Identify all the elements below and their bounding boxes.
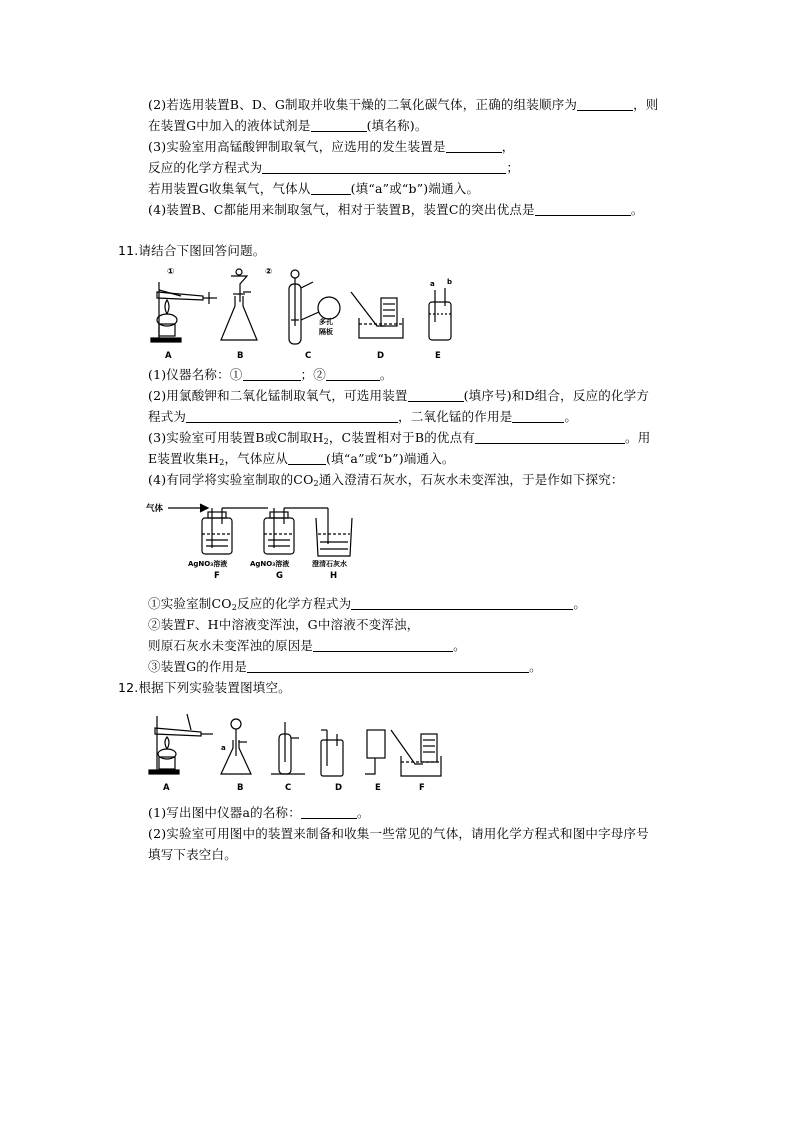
q11-label-g-reagent: AgNO₃溶液 — [250, 560, 290, 568]
q12-label-d: D — [335, 783, 343, 793]
q11-part3-line2 — [148, 451, 455, 467]
q11-p2-text: (2)用氯酸钾和二氧化锰制取氧气，可选用装置 — [148, 388, 408, 403]
q11-apparatus-a — [151, 282, 217, 342]
q11-apparatus-e — [429, 288, 451, 340]
q11-porous-label-1: 多孔 — [319, 318, 333, 326]
q11-part3-line1 — [148, 430, 650, 446]
q11-s3-text: ③装置G的作用是 — [148, 659, 248, 674]
q11-sub2-line1 — [148, 617, 419, 633]
q11-co2-equation-blank[interactable] — [351, 597, 573, 610]
q11-instrument1-blank[interactable] — [243, 368, 301, 381]
q11-label-h-reagent: 澄清石灰水 — [312, 560, 347, 568]
q10-p2-text-d: (填名称)。 — [366, 118, 428, 133]
q10-reagent-blank[interactable] — [311, 119, 367, 132]
q10-generator-blank[interactable] — [446, 140, 502, 153]
q10-part3-line3 — [148, 181, 479, 197]
q11-porous-label-2: 隔板 — [319, 328, 333, 336]
q11-probe-figure — [146, 494, 376, 580]
q11-p3-text-c: 。用 — [625, 430, 651, 445]
q11-p3-sub: 2 — [323, 437, 329, 446]
q11-s1-text-b: 反应的化学方程式为 — [237, 596, 352, 611]
q10-p3-text-e: 若用装置G收集氧气，气体从 — [148, 181, 311, 196]
q11-port-a: a — [430, 280, 435, 288]
q12-apparatus-f — [391, 730, 441, 776]
q10-part3-line2 — [148, 160, 519, 176]
q10-p3-text-b: ， — [501, 139, 515, 154]
q11-mark-1: ① — [167, 267, 175, 277]
q10-equation-blank[interactable] — [262, 161, 506, 174]
q11-apparatus-figure — [145, 262, 465, 366]
q11-p4-text: (4)有同学将实验室制取的CO — [148, 472, 314, 487]
q11-s1-text: ①实验室制CO — [148, 596, 232, 611]
q10-advantage-blank[interactable] — [535, 203, 631, 216]
q11-s1-text-c: 。 — [573, 596, 587, 611]
q12-p2-text: (2)实验室可用图中的装置来制备和收集一些常见的气体，请用化学方程式和图中字母序号 — [148, 826, 649, 841]
q11-p1-text-c: 。 — [379, 367, 393, 382]
q10-p4-text: (4)装置B、C都能用来制取氢气，相对于装置B，装置C的突出优点是 — [148, 202, 535, 217]
q11-bottle-g — [264, 508, 294, 554]
q11-port-blank[interactable] — [288, 452, 326, 465]
q12-label-e: E — [375, 783, 381, 793]
q11-g-purpose-blank[interactable] — [247, 660, 529, 673]
q11-p1-text: (1)仪器名称：① — [148, 367, 243, 382]
q11-label-h: H — [330, 571, 338, 581]
q11-label-a: A — [165, 351, 172, 361]
q11-p3-text: (3)实验室可用装置B或C制取H — [148, 430, 324, 445]
q10-p3-text: (3)实验室用高锰酸钾制取氧气，应选用的发生装置是 — [148, 139, 446, 154]
q12-p1-text-b: 。 — [356, 805, 370, 820]
q12-apparatus-figure — [145, 712, 455, 796]
q11-sub3-line — [148, 659, 542, 675]
q10-p2-text-c: 在装置G中加入的液体试剂是 — [148, 118, 311, 133]
q10-assembly-order-blank[interactable] — [577, 98, 633, 111]
q10-p2-text-b: ，则 — [633, 97, 659, 112]
q11-label-c: C — [305, 351, 312, 361]
q11-label-g: G — [276, 571, 283, 581]
q11-part4-line — [148, 472, 624, 488]
q11-p2-text-e: 。 — [564, 409, 578, 424]
q11-p2-text-c: 程式为 — [148, 409, 187, 424]
q11-s1-sub: 2 — [231, 603, 238, 612]
q12-title: 12.根据下列实验装置图填空。 — [118, 680, 291, 695]
q11-sub1-line — [148, 596, 586, 612]
q12-label-a: A — [163, 783, 170, 793]
q11-p2-text-b: (填序号)和D组合，反应的化学方 — [463, 388, 650, 403]
q11-s2-text-b: 则原石灰水未变浑浊的原因是 — [148, 638, 314, 653]
q11-sub2-line2 — [148, 638, 466, 654]
q12-mark-a: a — [221, 744, 226, 752]
q10-p3-text-d: ； — [506, 160, 520, 175]
q11-mark-2: ② — [265, 267, 273, 277]
q11-port-b: b — [447, 278, 453, 286]
q12-label-b: B — [237, 783, 244, 793]
q11-label-d: D — [377, 351, 385, 361]
q10-port-blank[interactable] — [311, 182, 351, 195]
q12-part2-line1 — [148, 826, 649, 842]
q11-device-blank[interactable] — [408, 389, 464, 402]
q12-p1-text: (1)写出图中仪器a的名称： — [148, 805, 301, 820]
q11-p3-text-e: ，气体应从 — [224, 451, 289, 466]
q11-bottle-f — [202, 508, 232, 554]
q11-instrument2-blank[interactable] — [326, 368, 380, 381]
q11-s3-text-b: 。 — [529, 659, 542, 674]
q11-p3-text-d: E装置收集H — [148, 451, 220, 466]
q12-apparatus-d — [321, 730, 343, 776]
q10-p3-text-c: 反应的化学方程式为 — [148, 160, 263, 175]
q10-part3-line1 — [148, 139, 514, 155]
q11-s2-text: ②装置F、H中溶液变浑浊，G中溶液不变浑浊， — [148, 617, 420, 632]
q11-p3-sub-2: 2 — [219, 458, 225, 467]
q11-label-f: F — [214, 571, 220, 581]
q10-part4-line — [148, 202, 644, 218]
q11-advantage-blank[interactable] — [475, 431, 625, 444]
q11-gas-label: 气体 — [146, 504, 164, 514]
q10-p3-text-f: (填“a”或“b”)端通入。 — [350, 181, 480, 196]
q10-p2-text: (2)若选用装置B、D、G制取并收集干燥的二氧化碳气体，正确的组装顺序为 — [148, 97, 578, 112]
q11-label-b: B — [237, 351, 244, 361]
q11-s2-text-c: 。 — [453, 638, 466, 653]
q11-p4-text-b: 通入澄清石灰水，石灰水未变浑浊，于是作如下探究： — [318, 472, 624, 487]
q10-part2-line1 — [148, 97, 659, 113]
q12-apparatus-e — [365, 730, 385, 774]
q11-p2-text-d: ，二氧化锰的作用是 — [398, 409, 513, 424]
q11-equation-blank[interactable] — [186, 410, 398, 423]
q12-label-c: C — [285, 783, 292, 793]
q11-p3-text-b: ，C装置相对于B的优点有 — [328, 430, 476, 445]
q11-mno2-role-blank[interactable] — [512, 410, 564, 423]
q11-apparatus-d — [351, 292, 403, 338]
q11-part1-line — [148, 367, 393, 383]
q11-title: 11.请结合下图回答问题。 — [118, 243, 266, 258]
q10-part2-line2 — [148, 118, 428, 134]
q11-p4-sub: 2 — [313, 479, 319, 488]
q11-reason-blank[interactable] — [313, 639, 453, 652]
q11-p3-text-f: (填“a”或“b”)端通入。 — [326, 451, 455, 466]
q11-p1-text-b: ；② — [300, 367, 326, 382]
q11-label-e: E — [435, 351, 441, 361]
q11-part2-line2 — [148, 409, 577, 425]
q11-part2-line1 — [148, 388, 649, 404]
q12-apparatus-a — [149, 714, 213, 774]
q12-p2-text-b: 填写下表空白。 — [148, 847, 237, 862]
q12-part2-line2 — [148, 847, 237, 863]
q12-apparatus-c — [271, 722, 305, 774]
q11-apparatus-b — [221, 269, 257, 340]
q10-p4-text-b: 。 — [630, 202, 644, 217]
q12-part1-line — [148, 805, 370, 821]
q11-label-f-reagent: AgNO₃溶液 — [188, 560, 228, 568]
q12-instrument-blank[interactable] — [301, 806, 357, 819]
q11-beaker-h — [316, 518, 352, 556]
q12-label-f: F — [419, 783, 425, 793]
